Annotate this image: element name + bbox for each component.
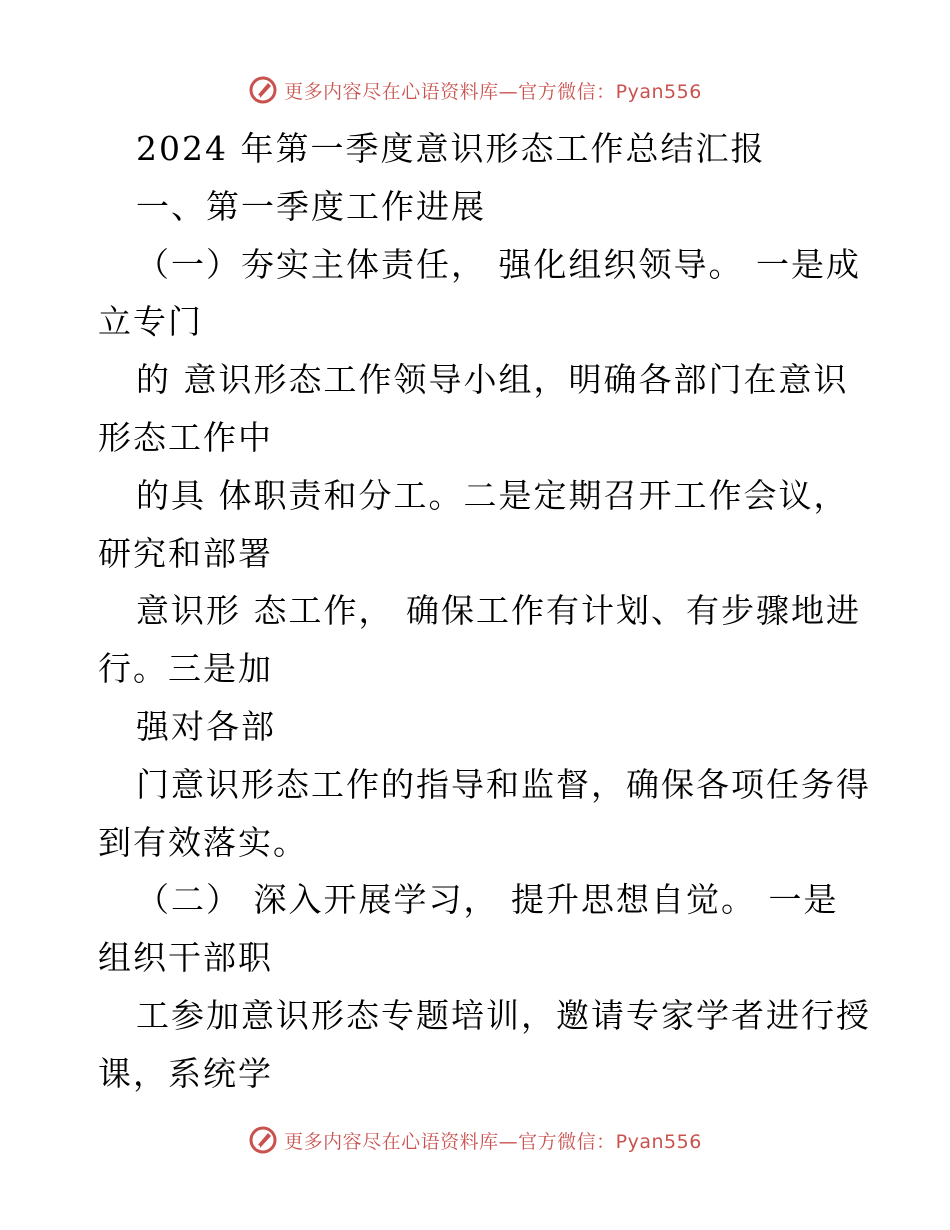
document-title: 2024 年第一季度意识形态工作总结汇报 (136, 129, 766, 168)
paragraph-line: 行。三是加 (98, 649, 273, 689)
header-watermark (0, 70, 950, 110)
watermark-text: 更多内容尽在心语资料库—官方微信：Pyan556 (284, 1130, 702, 1153)
paragraph-line: 课，系统学 (98, 1053, 273, 1093)
paragraph-line: 强对各部 (136, 706, 276, 746)
paragraph-line: 工参加意识形态专题培训，邀请专家学者进行授 (136, 995, 871, 1035)
paragraph-line: 的具 体职责和分工。二是定期召开工作会议， (136, 475, 849, 515)
paragraph-line: 到有效落实。 (98, 822, 308, 862)
footer-watermark (0, 1120, 950, 1160)
document-body (98, 120, 871, 1103)
paragraph-line: 意识形 态工作， 确保工作有计划、有步骤地进 (136, 591, 861, 631)
paragraph-line: 立专门 (98, 302, 203, 342)
watermark-text: 更多内容尽在心语资料库—官方微信：Pyan556 (284, 80, 702, 103)
paragraph-line: （二） 深入开展学习， 提升思想自觉。 一是 (136, 880, 839, 920)
paragraph-line: 组织干部职 (98, 938, 273, 978)
paragraph-line: 门意识形态工作的指导和监督，确保各项任务得 (136, 764, 871, 804)
paragraph-line: 的 意识形态工作领导小组，明确各部门在意识 (136, 360, 849, 400)
paragraph-line: （一）夯实主体责任， 强化组织领导。 一是成 (136, 244, 861, 284)
section-heading: 一、第一季度工作进展 (136, 186, 486, 226)
paragraph-line: 形态工作中 (98, 417, 273, 457)
pen-logo-icon (248, 1125, 278, 1155)
paragraph-line: 研究和部署 (98, 533, 273, 573)
pen-logo-icon (248, 75, 278, 105)
